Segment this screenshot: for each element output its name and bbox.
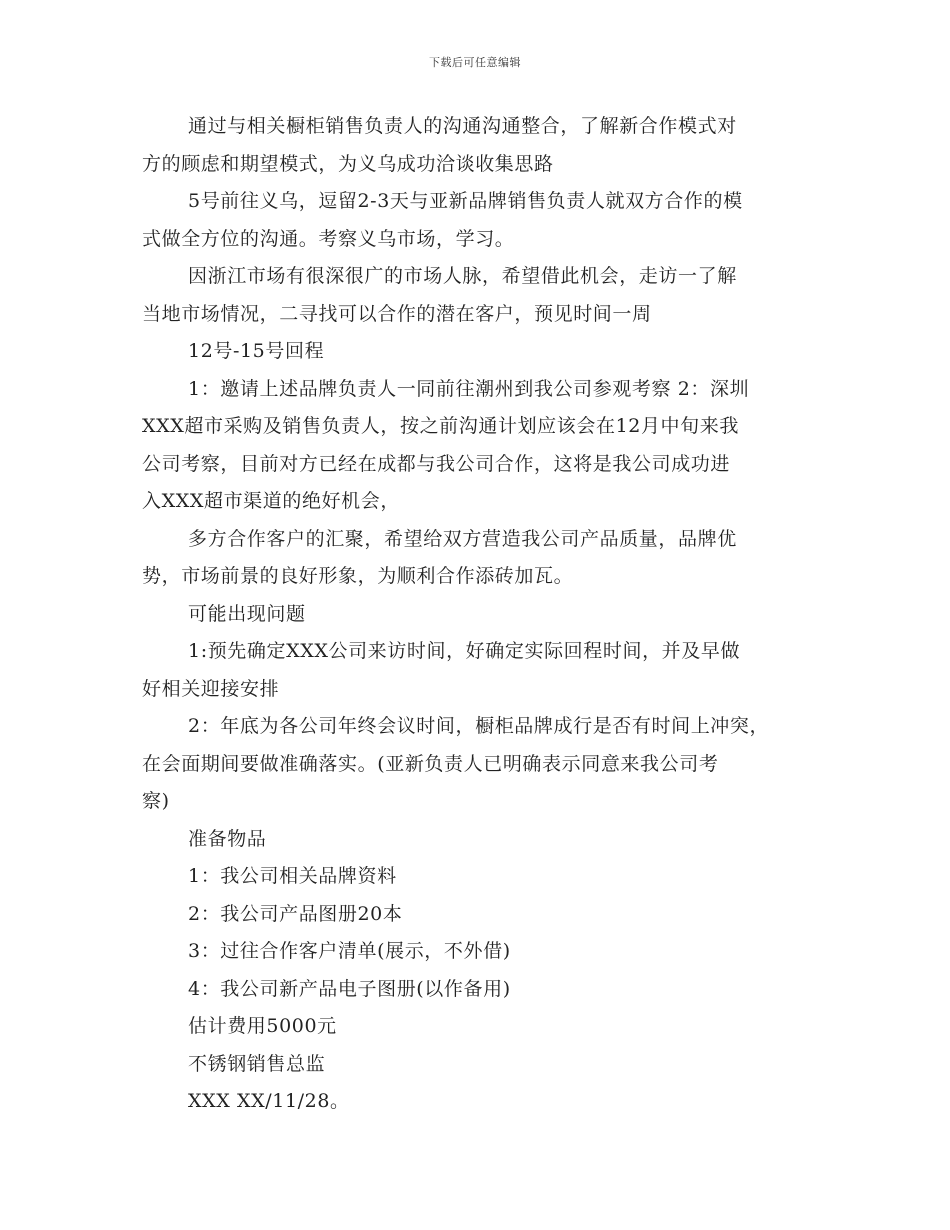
document-body bbox=[142, 111, 832, 1124]
body-line: 多方合作客户的汇聚，希望给双方营造我公司产品质量，品牌优 bbox=[188, 527, 737, 550]
body-line: 2：年底为各公司年终会议时间，橱柜品牌成行是否有时间上冲突， bbox=[188, 715, 770, 737]
body-line: 势，市场前景的良好形象，为顺利合作添砖加瓦。 bbox=[142, 565, 574, 587]
body-line: 公司考察，目前对方已经在成都与我公司合作，这将是我公司成功进 bbox=[142, 452, 731, 475]
signature-date: XXX XX/11/28。 bbox=[188, 1090, 350, 1112]
body-line: 12号-15号回程 bbox=[188, 340, 325, 362]
body-line: 1：邀请上述品牌负责人一同前往潮州到我公司参观考察 2：深圳 bbox=[188, 377, 750, 400]
body-line: 好相关迎接安排 bbox=[142, 677, 280, 700]
body-line: 因浙江市场有很深很广的市场人脉，希望借此机会，走访一了解 bbox=[188, 265, 737, 287]
list-item: 3：过往合作客户清单(展示，不外借) bbox=[188, 940, 511, 962]
body-line: 在会面期间要做准确落实。(亚新负责人已明确表示同意来我公司考 bbox=[142, 752, 719, 775]
body-line: 察) bbox=[142, 790, 170, 812]
list-item: 1：我公司相关品牌资料 bbox=[188, 865, 397, 887]
body-line: 方的顾虑和期望模式，为义乌成功洽谈收集思路 bbox=[142, 152, 554, 175]
body-line: 入XXX超市渠道的绝好机会， bbox=[142, 490, 400, 512]
body-line: 通过与相关橱柜销售负责人的沟通沟通整合，了解新合作模式对 bbox=[188, 115, 737, 137]
cost-estimate: 估计费用5000元 bbox=[188, 1015, 337, 1037]
body-line: 当地市场情况，二寻找可以合作的潜在客户，预见时间一周 bbox=[142, 302, 652, 325]
page-header-note: 下载后可任意编辑 bbox=[429, 56, 521, 69]
body-line: XXX超市采购及销售负责人，按之前沟通计划应该会在12月中旬来我 bbox=[142, 415, 739, 437]
body-line: 式做全方位的沟通。考察义乌市场，学习。 bbox=[142, 227, 515, 250]
body-line: 5号前往义乌，逗留2-3天与亚新品牌销售负责人就双方合作的模 bbox=[188, 190, 743, 212]
signature-title: 不锈钢销售总监 bbox=[188, 1052, 326, 1075]
section-heading: 可能出现问题 bbox=[188, 602, 306, 625]
body-line: 1:预先确定XXX公司来访时间，好确定实际回程时间，并及早做 bbox=[188, 640, 741, 662]
section-heading: 准备物品 bbox=[188, 827, 267, 850]
list-item: 2：我公司产品图册20本 bbox=[188, 902, 403, 925]
list-item: 4：我公司新产品电子图册(以作备用) bbox=[188, 977, 511, 1000]
